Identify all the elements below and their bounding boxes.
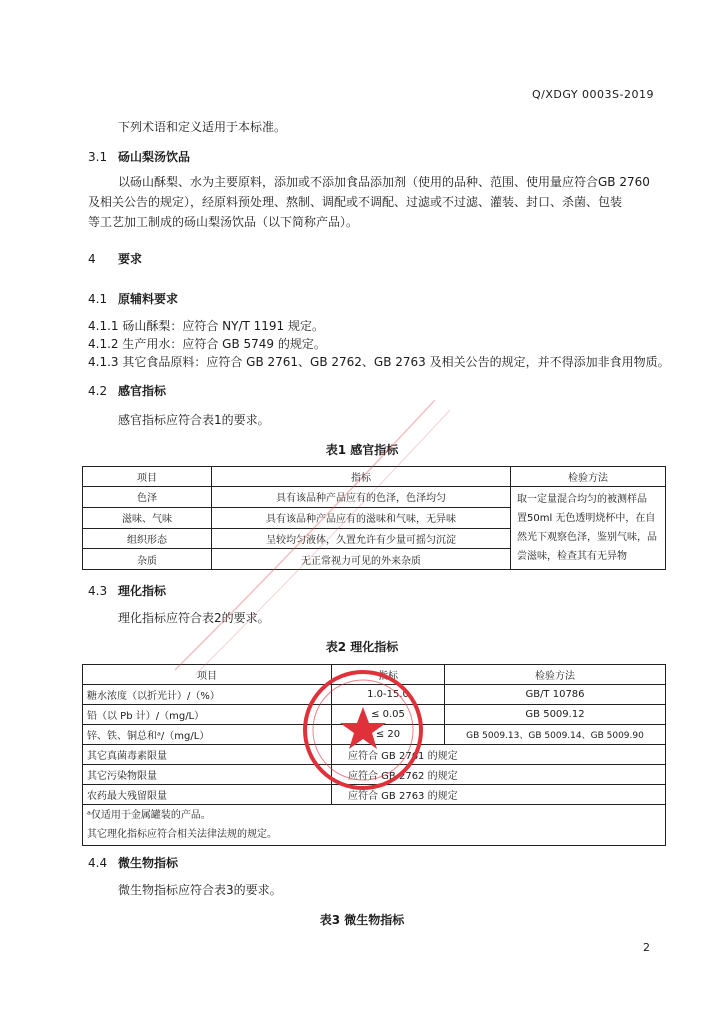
watermark-graphic <box>155 380 455 680</box>
header-cell: 项目 <box>83 665 332 685</box>
page-number: 2 <box>643 941 650 954</box>
table-3-caption: 表3 微生物指标 <box>319 913 405 927</box>
section-title: 要求 <box>118 252 143 266</box>
item-cell: 铅（以 Pb 计）/（mg/L） <box>83 705 332 725</box>
section-number: 4.3 <box>88 584 108 598</box>
seal-star <box>340 707 386 749</box>
header-cell: 检验方法 <box>511 467 666 487</box>
method-cell: GB 5009.13、GB 5009.14、GB 5009.90 <box>445 725 666 745</box>
notes-cell <box>83 805 666 846</box>
item-cell: 农药最大残留限量 <box>83 785 332 805</box>
item-cell: 其它真菌毒素限量 <box>83 745 332 765</box>
section-4-3-text: 理化指标应符合表2的要求。 <box>118 611 270 625</box>
method-line: 然光下观察色泽，鉴别气味，品 <box>517 532 657 543</box>
table-2-caption: 表2 理化指标 <box>325 640 399 654</box>
table-note: 其它理化指标应符合相关法律法规的规定。 <box>87 829 277 840</box>
section-number: 4.2 <box>88 384 108 398</box>
official-seal-icon <box>298 665 428 795</box>
method-line: 取一定量混合均匀的被测样品 <box>517 494 647 505</box>
requirement-item-1: 4.1.1 砀山酥梨：应符合 NY/T 1191 规定。 <box>88 319 325 333</box>
header-cell: 指标 <box>212 467 511 487</box>
method-line: 置50ml 无色透明烧杯中，在自 <box>517 513 656 524</box>
intro-text: 下列术语和定义适用于本标准。 <box>118 120 287 134</box>
watermark-stroke <box>175 400 435 670</box>
section-number: 3.1 <box>88 150 108 164</box>
merged-spec-cell: 应符合 GB 2761 的规定 <box>332 745 666 765</box>
section-title: 原辅料要求 <box>118 292 179 306</box>
requirement-item-2: 4.1.2 生产用水：应符合 GB 5749 的规定。 <box>88 337 326 351</box>
item-cell: 杂质 <box>83 549 212 570</box>
definition-line-3: 等工艺加工制成的砀山梨汤饮品（以下简称产品）。 <box>88 215 359 229</box>
item-cell: 其它污染物限量 <box>83 765 332 785</box>
section-title: 理化指标 <box>118 584 167 598</box>
document-code: Q/XDGY 0003S-2019 <box>531 88 654 101</box>
method-line: 尝滋味，检查其有无异物 <box>517 551 627 562</box>
definition-line-2: 及相关公告的规定），经原料预处理、熬制、调配或不调配、过滤或不过滤、灌装、封口、杀菌、包装 <box>88 195 623 209</box>
section-number: 4.4 <box>88 856 108 870</box>
spec-cell: ≤ 0.05 <box>332 705 445 725</box>
spec-cell: 呈较均匀液体，久置允许有少量可摇匀沉淀 <box>212 528 511 549</box>
method-cell: GB 5009.12 <box>445 705 666 725</box>
header-cell: 项目 <box>83 467 212 487</box>
section-3-1-heading <box>88 148 190 165</box>
item-cell: 滋味、气味 <box>83 507 212 528</box>
item-cell: 色泽 <box>83 487 212 508</box>
spec-cell: ≤ 20 <box>332 725 445 745</box>
table-notes-row <box>83 805 666 846</box>
merged-spec-cell: 应符合 GB 2763 的规定 <box>332 785 666 805</box>
section-title: 微生物指标 <box>118 856 179 870</box>
section-number: 4 <box>88 252 96 266</box>
watermark-stroke <box>195 410 450 675</box>
method-cell <box>511 487 666 570</box>
header-cell: 指标 <box>332 665 445 685</box>
section-number: 4.1 <box>88 292 108 306</box>
item-cell: 组织形态 <box>83 528 212 549</box>
section-4-1-heading <box>88 290 178 307</box>
section-4-2-text: 感官指标应符合表1的要求。 <box>118 413 270 427</box>
merged-spec-cell: 应符合 GB 2762 的规定 <box>332 765 666 785</box>
section-title: 砀山梨汤饮品 <box>118 150 191 164</box>
spec-cell: 无正常视力可见的外来杂质 <box>212 549 511 570</box>
spec-cell: 1.0-15.0 <box>332 685 445 705</box>
requirement-item-3: 4.1.3 其它食品原料：应符合 GB 2761、GB 2762、GB 2763 及相关公告的规定，并不得添加非食用物质。 <box>88 355 670 369</box>
method-cell: GB/T 10786 <box>445 685 666 705</box>
table-1-caption: 表1 感官指标 <box>325 443 399 457</box>
section-4-heading <box>88 250 142 267</box>
header-cell: 检验方法 <box>445 665 666 685</box>
spec-cell: 具有该品种产品应有的色泽，色泽均匀 <box>212 487 511 508</box>
spec-cell: 具有该品种产品应有的滋味和气味，无异味 <box>212 507 511 528</box>
table-note: ᵃ仅适用于金属罐装的产品。 <box>87 810 211 821</box>
definition-line-1: 以砀山酥梨、水为主要原料，添加或不添加食品添加剂（使用的品种、范围、使用量应符合GB 2760 <box>118 175 650 189</box>
item-cell: 糖水浓度（以折光计）/（%） <box>83 685 332 705</box>
section-4-4-heading <box>88 854 178 871</box>
item-cell: 锌、铁、铜总和ᵃ/（mg/L） <box>83 725 332 745</box>
section-title: 感官指标 <box>118 384 167 398</box>
section-4-4-text: 微生物指标应符合表3的要求。 <box>118 883 282 897</box>
